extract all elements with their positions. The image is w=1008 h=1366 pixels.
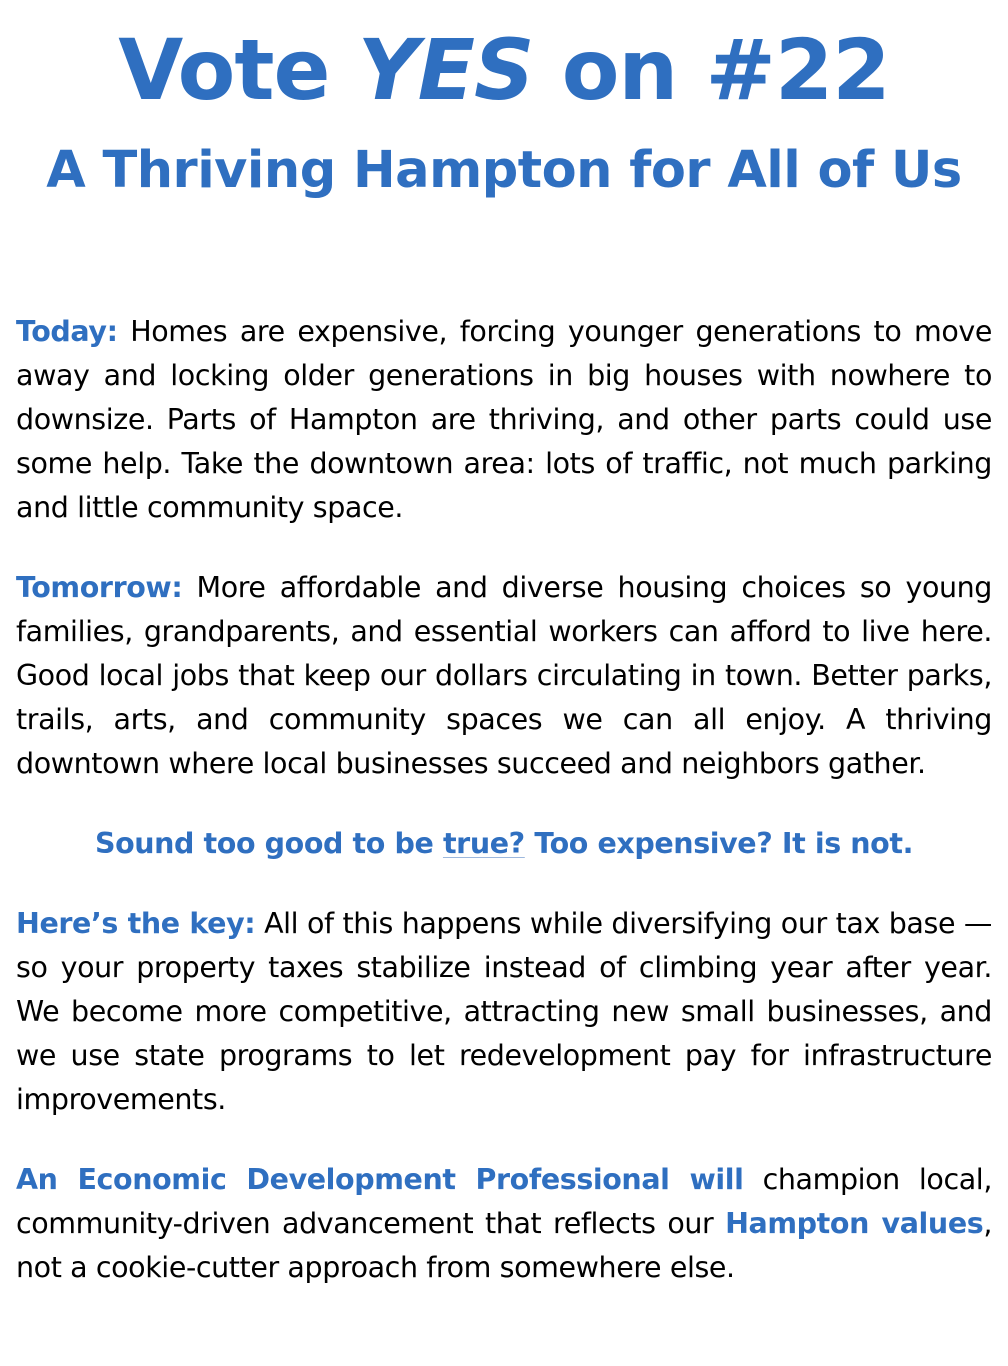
title-emphasis: YES xyxy=(357,21,534,119)
page-title xyxy=(16,0,992,122)
tomorrow-label: Tomorrow: xyxy=(16,571,183,604)
callout-before: Sound too good to be xyxy=(94,827,434,860)
closing-lead: An Economic Development Professional will xyxy=(16,1163,744,1196)
closing-text-1: champion local, community-driven advancement that reflects our xyxy=(16,1163,992,1240)
title-prefix: Vote xyxy=(118,21,330,119)
closing-highlight: Hampton values xyxy=(725,1207,984,1240)
page-subtitle: A Thriving Hampton for All of Us xyxy=(46,141,962,200)
key-paragraph xyxy=(16,902,992,1122)
key-text: All of this happens while diversifying our tax base — so your property taxes stabilize instead of climbing year after year. We become more competitive, attracting new small businesses, and we use state programs to let redevelopment pay for infrastructure improvements. xyxy=(16,907,992,1116)
today-label: Today: xyxy=(16,315,118,348)
title-suffix: on #22 xyxy=(561,21,890,119)
callout-underlined: true? xyxy=(442,827,525,860)
callout-line xyxy=(16,822,992,866)
tomorrow-paragraph xyxy=(16,566,992,786)
today-text: Homes are expensive, forcing younger generations to move away and locking older generations in big houses with nowhere to downsize. Parts of Hampton are thriving, and other parts could use some help. Take the downtown area: lots of traffic, not much parking and little community space. xyxy=(16,315,992,524)
callout-after: Too expensive? It is not. xyxy=(534,827,914,860)
closing-text-2: , not a cookie-cutter approach from somewhere else. xyxy=(16,1207,992,1284)
closing-paragraph xyxy=(16,1158,992,1290)
key-label: Here’s the key: xyxy=(16,907,256,940)
today-paragraph xyxy=(16,310,992,530)
tomorrow-text: More affordable and diverse housing choices so young families, grandparents, and essential workers can afford to live here. Good local jobs that keep our dollars circulating in town. Better parks, trails, arts, and community spaces we can all enjoy. A thriving downtown where local businesses succeed and neighbors gather. xyxy=(16,571,992,780)
